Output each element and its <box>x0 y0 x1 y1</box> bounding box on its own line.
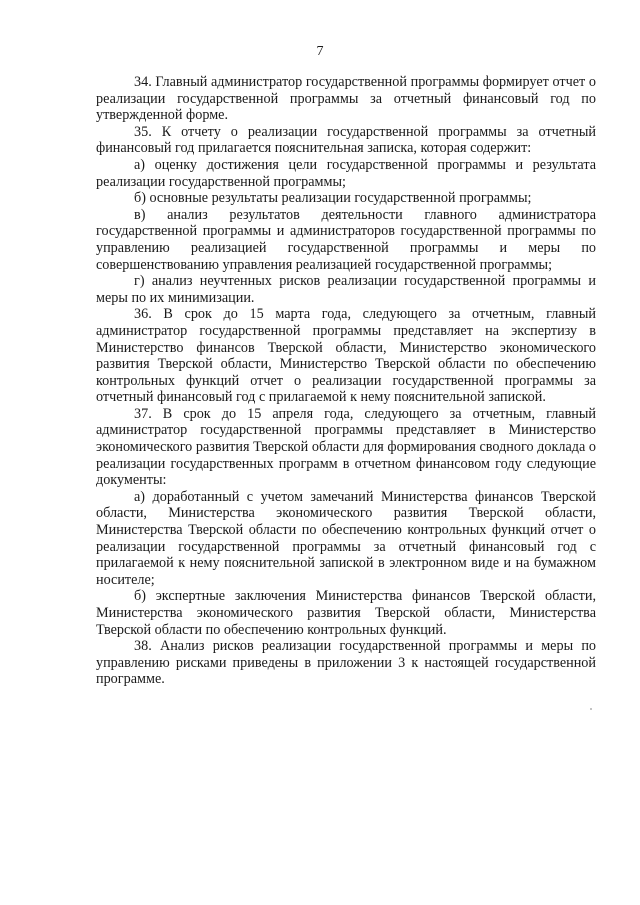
document-body <box>96 74 596 688</box>
paragraph-37: 37. В срок до 15 апреля года, следующего за отчетным, главный администратор государственной программы представляет в Министерство экономического развития Тверской области для формирования сводного доклада о реализации государственных программ в отчетном финансовом году следующие документы: <box>96 405 596 489</box>
paragraph-35: 35. К отчету о реализации государственной программы за отчетный финансовый год прилагается пояснительная записка, которая содержит: <box>96 123 596 157</box>
scan-artifact-dot <box>590 708 592 710</box>
paragraph-34: 34. Главный администратор государственной программы формирует отчет о реализации государственной программы за отчетный финансовый год по утвержденной форме. <box>96 74 596 124</box>
page-number: 7 <box>316 44 324 59</box>
list-item-37-a: а) доработанный с учетом замечаний Министерства финансов Тверской области, Министерства экономического развития Тверской области, Министерства Тверской области по обеспечению контрольных функций отчет о реализации государственной программы за отчетный финансовый год с прилагаемой к нему пояснительной запиской в электронном виде и на бумажном носителе; <box>96 488 596 588</box>
list-item-35-v: в) анализ результатов деятельности главного администратора государственной программы и администраторов государственной программы по управлению реализацией государственной программы и меры по совершенствованию управления реализацией государственной программы; <box>96 206 596 273</box>
paragraph-38: 38. Анализ рисков реализации государственной программы и меры по управлению рисками приведены в приложении 3 к настоящей государственной программе. <box>96 638 596 688</box>
list-item-35-a: а) оценку достижения цели государственной программы и результата реализации государственной программы; <box>96 156 596 190</box>
list-item-35-g: г) анализ неучтенных рисков реализации государственной программы и меры по их минимизации. <box>96 273 596 306</box>
list-item-35-b: б) основные результаты реализации государственной программы; <box>134 190 532 207</box>
paragraph-36: 36. В срок до 15 марта года, следующего за отчетным, главный администратор государственной программы представляет на экспертизу в Министерство финансов Тверской области, Министерство экономического развития Тверской области, Министерство Тверской области по обеспечению контрольных функций отчет о реализации государственной программы за отчетный финансовый год с прилагаемой к нему пояснительной запиской. <box>96 306 596 406</box>
list-item-37-b: б) экспертные заключения Министерства финансов Тверской области, Министерства экономического развития Тверской области, Министерства Тверской области по обеспечению контрольных функций. <box>96 588 596 638</box>
